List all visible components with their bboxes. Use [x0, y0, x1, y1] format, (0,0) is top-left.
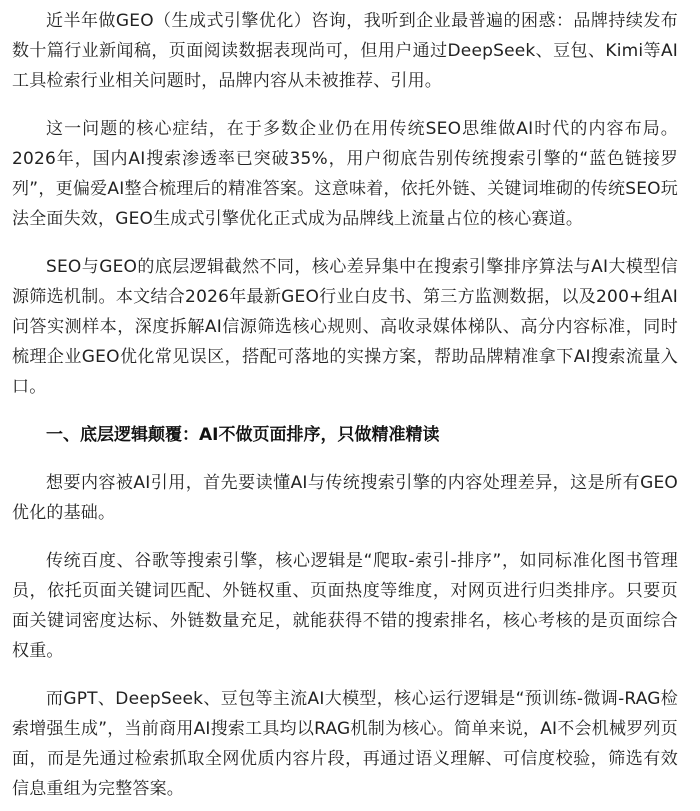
section-heading: 一、底层逻辑颠覆：AI不做页面排序，只做精准精读 [46, 425, 440, 445]
section-paragraph-2: 传统百度、谷歌等搜索引擎，核心逻辑是“爬取-索引-排序”，如同标准化图书管理员，依托页面关键词匹配、外链权重、页面热度等维度，对网页进行归类排序。只要页面关键词密度达标、外链数量充足，就能获得不错的搜索排名，核心考核的是页面综合权重。 [12, 551, 678, 661]
intro-paragraph-1: 近半年做GEO（生成式引擎优化）咨询，我听到企业最普遍的困惑：品牌持续发布数十篇行业新闻稿，页面阅读数据表现尚可，但用户通过DeepSeek、豆包、Kimi等AI工具检索行业相关问题时，品牌内容从未被推荐、引用。 [12, 11, 678, 91]
intro-paragraph-2: 这一问题的核心症结，在于多数企业仍在用传统SEO思维做AI时代的内容布局。2026年，国内AI搜索渗透率已突破35%，用户彻底告别传统搜索引擎的“蓝色链接罗列”，更偏爱AI整合梳理后的精准答案。这意味着，依托外链、关键词堆砌的传统SEO玩法全面失效，GEO生成式引擎优化正式成为品牌线上流量占位的核心赛道。 [12, 119, 678, 229]
section-paragraph-1: 想要内容被AI引用，首先要读懂AI与传统搜索引擎的内容处理差异，这是所有GEO优化的基础。 [12, 473, 678, 523]
intro-paragraph-3: SEO与GEO的底层逻辑截然不同，核心差异集中在搜索引擎排序算法与AI大模型信源筛选机制。本文结合2026年最新GEO行业白皮书、第三方监测数据，以及200+组AI问答实测样本，深度拆解AI信源筛选核心规则、高收录媒体梯队、高分内容标准，同时梳理企业GEO优化常见误区，搭配可落地的实操方案，帮助品牌精准拿下AI搜索流量入口。 [12, 257, 678, 397]
section-paragraph-3: 而GPT、DeepSeek、豆包等主流AI大模型，核心运行逻辑是“预训练-微调-RAG检索增强生成”，当前商用AI搜索工具均以RAG机制为核心。简单来说，AI不会机械罗列页面，而是先通过检索抓取全网优质内容片段，再通过语义理解、可信度校验，筛选有效信息重组为完整答案。 [12, 689, 678, 799]
